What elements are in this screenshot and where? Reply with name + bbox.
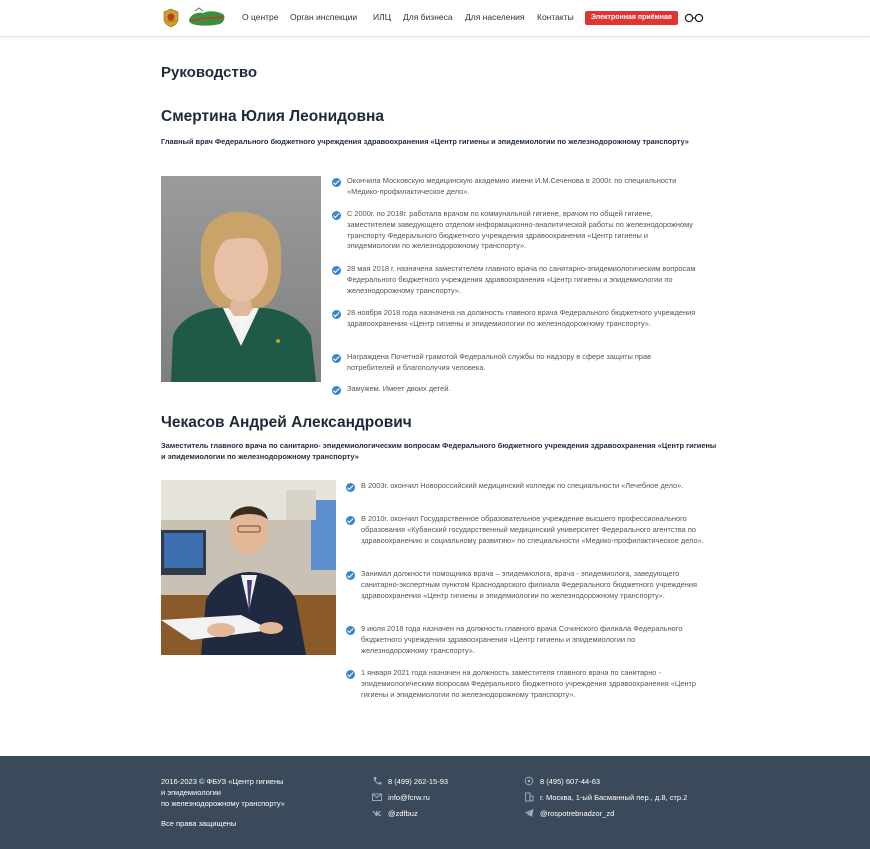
- copyright-line: и эпидемиологии: [161, 788, 221, 797]
- electronic-reception-button[interactable]: Электронная приёмная: [585, 11, 678, 25]
- phone-icon: [372, 776, 382, 786]
- telegram-icon: [524, 808, 534, 818]
- bio-item: 28 ноября 2018 года назначена на должность главного врача Федерального бюджетного учреждения здравоохранения «Центр гигиены и эпидемиологии по железнодорожному транспорту».: [347, 308, 696, 328]
- nav-inspection[interactable]: Орган инспекции: [290, 12, 358, 22]
- page-title: Руководство: [161, 64, 258, 81]
- nav-population[interactable]: Для населения: [465, 12, 525, 22]
- copyright-line: по железнодорожному транспорту»: [161, 799, 285, 808]
- vk-link[interactable]: @zdfbuz: [388, 809, 418, 818]
- phone-link[interactable]: 8 (495) 607-44-63: [540, 777, 601, 786]
- building-icon: [524, 792, 534, 802]
- emblem-logo-icon[interactable]: [161, 8, 181, 28]
- checkmark-icon: [332, 266, 341, 275]
- bio-item: В 2010г. окончил Государственное образовательное учреждение высшего профессионального образования «Кубанский государственный медицинский университет Федерального агентства по здравоохранению и социальному развитию» по специальности «Медико-профилактическое дело».: [361, 514, 704, 545]
- person-photo: [161, 176, 321, 382]
- person-photo: [161, 480, 336, 655]
- checkmark-icon: [346, 626, 355, 635]
- glasses-icon[interactable]: [684, 12, 704, 24]
- bio-item: Занимал должности помощника врача – эпидемиолога, врача - эпидемиолога, заведующего санитарно-экспертным пунктом Краснодарского филиала Федерального бюджетного учреждения здравоохранения «Центр гигиены и эпидемиологии по железнодорожному транспорту».: [361, 569, 697, 600]
- nav-ilc[interactable]: ИЛЦ: [373, 12, 391, 22]
- nav-about[interactable]: О центре: [242, 12, 279, 22]
- bio-item: 1 января 2021 года назначен на должность заместителя главного врача по санитарно - эпидемиологическим вопросам Федерального бюджетного учреждения здравоохранения «Центр гигиены и эпидемиологии по железнодорожному транспорту».: [361, 668, 697, 699]
- mail-icon: [372, 792, 382, 802]
- checkmark-icon: [332, 178, 341, 187]
- bio-item: В 2003г. окончил Новороссийский медицинский колледж по специальности «Лечебное дело».: [361, 481, 684, 490]
- person-position: Главный врач Федерального бюджетного учреждения здравоохранения «Центр гигиены и эпидемиологии по железнодорожному транспорту»: [161, 137, 689, 146]
- checkmark-icon: [346, 571, 355, 580]
- phone-link[interactable]: 8 (499) 262-15-93: [388, 777, 449, 786]
- email-link[interactable]: info@fcrw.ru: [388, 793, 430, 802]
- bio-item: Награждена Почетной грамотой Федеральной службы по надзору в сфере защиты прав потребителей и благополучия человека.: [347, 352, 652, 372]
- settings-phone-icon: [524, 776, 534, 786]
- copyright-line: 2016-2023 © ФБУЗ «Центр гигиены: [161, 777, 284, 786]
- checkmark-icon: [332, 310, 341, 319]
- bio-item: Замужем. Имеет двоих детей.: [347, 384, 451, 393]
- checkmark-icon: [346, 670, 355, 679]
- checkmark-icon: [332, 211, 341, 220]
- bio-item: 28 мая 2018 г. назначена заместителем главного врача по санитарно-эпидемиологическим вопросам Федерального бюджетного учреждения здравоохранения «Центр гигиены и эпидемиологии по железнодорожному транспорту».: [347, 264, 696, 295]
- telegram-link[interactable]: @rospotrebnadzor_zd: [540, 809, 615, 818]
- person-name: Смертина Юлия Леонидовна: [161, 108, 384, 125]
- bio-item: Окончила Московскую медицинскую академию имени И.М.Сеченова в 2000г. по специальности «Медико-профилактическое дело».: [347, 176, 677, 196]
- nav-business[interactable]: Для бизнеса: [403, 12, 453, 22]
- address-text: г. Москва, 1-ый Басманный пер., д.8, стр.2: [540, 793, 688, 802]
- checkmark-icon: [332, 386, 341, 395]
- checkmark-icon: [332, 354, 341, 363]
- person-name: Чекасов Андрей Александрович: [161, 414, 412, 431]
- site-header: [0, 0, 870, 37]
- checkmark-icon: [346, 483, 355, 492]
- russia-map-logo-icon[interactable]: [187, 6, 227, 30]
- bio-item: С 2000г. по 2018г. работала врачом по коммунальной гигиене, врачом по общей гигиене, заместителем заведующего отделом информационно-аналитической работы по железнодорожному транспорту Федерального бюджетного учреждения здравоохранения «Центр гигиены и эпидемиологии по железнодорожному транспорту».: [347, 209, 693, 251]
- vk-icon: [372, 808, 382, 818]
- bio-item: 9 июля 2018 года назначен на должность главного врача Сочинского филиала Федерального бюджетного учреждения здравоохранения «Центр гигиены и эпидемиологии по железнодорожному транспорту».: [361, 624, 683, 655]
- checkmark-icon: [346, 516, 355, 525]
- site-footer: [0, 756, 870, 849]
- nav-contacts[interactable]: Контакты: [537, 12, 574, 22]
- person-position: Заместитель главного врача по санитарно- эпидемиологическим вопросам Федерального бюджетного учреждения здравоохранения «Центр гигиены и эпидемиологии по железнодорожному транспорту»: [161, 441, 717, 461]
- rights-text: Все права защищены: [161, 819, 237, 828]
